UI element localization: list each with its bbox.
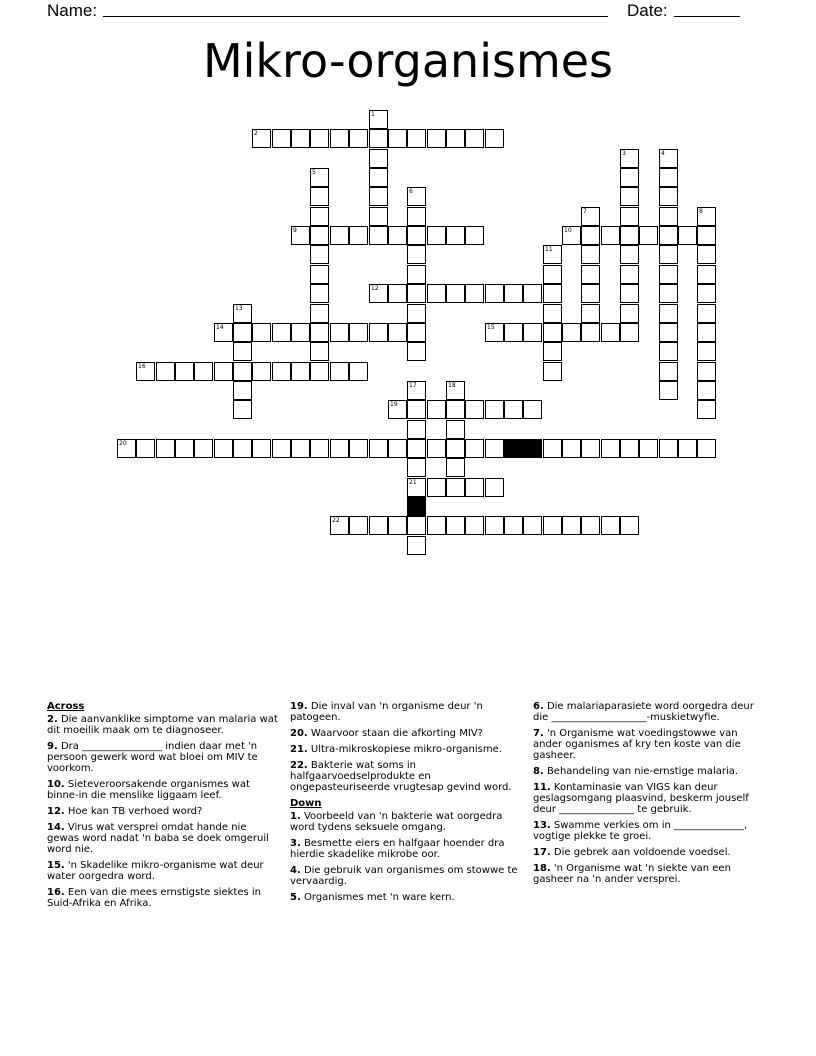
grid-cell[interactable]: [485, 323, 504, 342]
grid-cell[interactable]: [407, 536, 426, 555]
grid-cell[interactable]: [369, 226, 388, 245]
grid-cell[interactable]: [620, 284, 639, 303]
grid-cell[interactable]: [620, 439, 639, 458]
grid-cell[interactable]: [620, 245, 639, 264]
clue: [290, 744, 522, 755]
grid-cell[interactable]: [407, 304, 426, 323]
clue: [290, 838, 522, 860]
grid-cell[interactable]: [369, 187, 388, 206]
clue: [533, 782, 765, 815]
grid-cell[interactable]: [697, 381, 716, 400]
grid-cell[interactable]: [504, 284, 523, 303]
clue: [533, 847, 765, 858]
clue: [290, 865, 522, 887]
grid-cell[interactable]: [601, 226, 620, 245]
grid-cell[interactable]: [485, 516, 504, 535]
grid-cell[interactable]: [369, 149, 388, 168]
grid-cell[interactable]: [369, 207, 388, 226]
grid-cell[interactable]: [369, 516, 388, 535]
grid-cell[interactable]: [330, 516, 349, 535]
grid-cell[interactable]: [349, 323, 368, 342]
grid-cell[interactable]: [446, 439, 465, 458]
grid-cell[interactable]: [252, 323, 271, 342]
grid-cell[interactable]: [369, 323, 388, 342]
grid-cell[interactable]: [620, 304, 639, 323]
clue-number: 2: [254, 130, 258, 137]
grid-cell[interactable]: [581, 207, 600, 226]
clue-number: 17.: [533, 847, 551, 858]
grid-cell[interactable]: [620, 226, 639, 245]
grid-cell[interactable]: [407, 323, 426, 342]
grid-cell[interactable]: [446, 400, 465, 419]
clue-number: 12.: [47, 806, 65, 817]
grid-cell[interactable]: [601, 516, 620, 535]
grid-cell[interactable]: [659, 226, 678, 245]
grid-cell[interactable]: [291, 439, 310, 458]
grid-cell[interactable]: [465, 129, 484, 148]
grid-cell[interactable]: [369, 129, 388, 148]
clue-text: Bakterie wat soms in halfgaarvoedselprodukte en ongepasteuriseerde vrugtesap gevind word.: [290, 760, 512, 793]
down-heading: Down: [290, 798, 322, 809]
clue-number: 19.: [290, 701, 308, 712]
clue-number: 6.: [533, 701, 544, 712]
clue-number: 9: [293, 227, 297, 234]
grid-cell[interactable]: [697, 265, 716, 284]
clue: [47, 714, 279, 736]
grid-cell[interactable]: [620, 149, 639, 168]
clue-text: Die inval van 'n organisme deur 'n patogeen.: [290, 701, 483, 723]
grid-cell[interactable]: [330, 439, 349, 458]
grid-cell[interactable]: [543, 362, 562, 381]
clue-number: 21.: [290, 744, 308, 755]
clue-text: Virus wat versprei omdat hande nie gewas word nadat 'n baba se doek omgeruil word nie.: [47, 822, 269, 855]
grid-cell[interactable]: [369, 439, 388, 458]
grid-cell[interactable]: [310, 168, 329, 187]
grid-cell[interactable]: [581, 323, 600, 342]
clue-text: Sieteveroorsakende organismes wat binne-in die menslike liggaam leef.: [47, 779, 250, 801]
grid-cell[interactable]: [465, 478, 484, 497]
grid-cell[interactable]: [659, 284, 678, 303]
grid-cell[interactable]: [659, 168, 678, 187]
grid-cell[interactable]: [427, 439, 446, 458]
clue-number: 7.: [533, 728, 544, 739]
clue-number: 13: [235, 305, 243, 312]
grid-cell[interactable]: [369, 168, 388, 187]
grid-cell[interactable]: [310, 323, 329, 342]
clue: [290, 892, 522, 903]
grid-cell[interactable]: [581, 245, 600, 264]
grid-cell[interactable]: [156, 362, 175, 381]
grid-cell[interactable]: [620, 168, 639, 187]
grid-cell[interactable]: [562, 439, 581, 458]
clue: [47, 779, 279, 801]
grid-cell[interactable]: [427, 400, 446, 419]
clue: [533, 728, 765, 761]
grid-cell[interactable]: [291, 226, 310, 245]
grid-cell[interactable]: [465, 400, 484, 419]
clue-text: Die aanvanklike simptome van malaria wat dit moeilik maak om te diagnoseer.: [47, 714, 278, 736]
grid-cell[interactable]: [427, 284, 446, 303]
grid-cell[interactable]: [697, 284, 716, 303]
grid-cell[interactable]: [485, 439, 504, 458]
grid-cell[interactable]: [465, 439, 484, 458]
grid-cell[interactable]: [523, 323, 542, 342]
grid-cell[interactable]: [697, 207, 716, 226]
clue-text: Dra ________________ indien daar met 'n persoon gewerk word wat bloei om MIV te voorkom.: [47, 741, 258, 774]
clue-number: 12: [371, 285, 379, 292]
grid-cell[interactable]: [659, 149, 678, 168]
grid-cell[interactable]: [407, 129, 426, 148]
clue-number: 13.: [533, 820, 551, 831]
grid-cell[interactable]: [310, 439, 329, 458]
clue-number: 18: [448, 382, 456, 389]
grid-cell[interactable]: [369, 284, 388, 303]
grid-cell[interactable]: [543, 304, 562, 323]
clue-number: 17: [409, 382, 417, 389]
clue-text: Ultra-mikroskopiese mikro-organisme.: [307, 744, 502, 755]
clue: [533, 701, 765, 723]
date-label: Date:: [627, 1, 668, 20]
clue-number: 8: [699, 208, 703, 215]
grid-cell[interactable]: [330, 226, 349, 245]
grid-cell[interactable]: [697, 245, 716, 264]
grid-cell[interactable]: [523, 516, 542, 535]
clue-number: 3.: [290, 838, 301, 849]
grid-cell[interactable]: [369, 110, 388, 129]
clue: [47, 822, 279, 855]
grid-cell[interactable]: [272, 439, 291, 458]
grid-cell[interactable]: [291, 323, 310, 342]
grid-cell[interactable]: [272, 323, 291, 342]
grid-cell[interactable]: [504, 400, 523, 419]
grid-cell[interactable]: [581, 284, 600, 303]
grid-cell[interactable]: [446, 516, 465, 535]
grid-cell[interactable]: [659, 265, 678, 284]
clue: [290, 760, 522, 793]
grid-cell[interactable]: [252, 439, 271, 458]
grid-cell[interactable]: [136, 439, 155, 458]
clue-number: 16.: [47, 887, 65, 898]
grid-cell[interactable]: [272, 129, 291, 148]
grid-cell[interactable]: [659, 342, 678, 361]
grid-cell[interactable]: [330, 323, 349, 342]
clue: [533, 863, 765, 885]
grid-cell[interactable]: [697, 323, 716, 342]
grid-cell[interactable]: [388, 226, 407, 245]
puzzle-title: Mikro-organismes: [202, 34, 614, 88]
clue-text: Organismes met 'n ware kern.: [300, 892, 455, 903]
grid-cell[interactable]: [620, 265, 639, 284]
clue-text: Hoe kan TB verhoed word?: [64, 806, 203, 817]
grid-cell[interactable]: [601, 323, 620, 342]
clue-text: Swamme verkies om in ______________, vogtige plekke te groei.: [533, 820, 748, 842]
grid-cell[interactable]: [233, 323, 252, 342]
grid-cell[interactable]: [581, 304, 600, 323]
grid-cell[interactable]: [678, 226, 697, 245]
grid-cell[interactable]: [601, 439, 620, 458]
clue-text: Die gebrek aan voldoende voedsel.: [550, 847, 731, 858]
grid-cell[interactable]: [310, 304, 329, 323]
grid-cell[interactable]: [504, 516, 523, 535]
grid-cell[interactable]: [465, 226, 484, 245]
grid-cell[interactable]: [523, 284, 542, 303]
grid-cell[interactable]: [697, 304, 716, 323]
grid-cell[interactable]: [407, 207, 426, 226]
grid-cell[interactable]: [446, 381, 465, 400]
clue: [290, 701, 522, 723]
grid-cell[interactable]: [504, 323, 523, 342]
clue-number: 7: [583, 208, 587, 215]
clue: [47, 806, 279, 817]
grid-cell[interactable]: [427, 478, 446, 497]
clue: [533, 820, 765, 842]
grid-cell[interactable]: [388, 516, 407, 535]
grid-cell[interactable]: [407, 478, 426, 497]
grid-cell[interactable]: [446, 420, 465, 439]
clues-column-1: [47, 701, 279, 914]
grid-cell[interactable]: [407, 400, 426, 419]
grid-cell[interactable]: [697, 439, 716, 458]
grid-cell[interactable]: [310, 362, 329, 381]
clue-number: 4.: [290, 865, 301, 876]
grid-cell[interactable]: [562, 516, 581, 535]
grid-cell[interactable]: [407, 342, 426, 361]
grid-cell[interactable]: [349, 362, 368, 381]
grid-cell[interactable]: [427, 129, 446, 148]
grid-cell[interactable]: [581, 516, 600, 535]
grid-block: [523, 439, 542, 458]
grid-cell[interactable]: [659, 323, 678, 342]
grid-cell[interactable]: [659, 207, 678, 226]
grid-cell[interactable]: [214, 362, 233, 381]
grid-cell[interactable]: [620, 323, 639, 342]
clue-number: 22: [332, 517, 340, 524]
grid-cell[interactable]: [697, 400, 716, 419]
grid-cell[interactable]: [659, 439, 678, 458]
grid-cell[interactable]: [485, 478, 504, 497]
grid-cell[interactable]: [407, 420, 426, 439]
grid-cell[interactable]: [136, 362, 155, 381]
grid-cell[interactable]: [485, 400, 504, 419]
grid-cell[interactable]: [543, 323, 562, 342]
clue-number: 20: [119, 440, 127, 447]
grid-cell[interactable]: [446, 129, 465, 148]
across-heading: Across: [47, 701, 85, 712]
grid-cell[interactable]: [581, 226, 600, 245]
clue-text: Die gebruik van organismes om stowwe te vervaardig.: [290, 865, 518, 887]
grid-cell[interactable]: [310, 129, 329, 148]
grid-cell[interactable]: [349, 439, 368, 458]
clue-text: 'n Organisme wat 'n siekte van een gasheer na 'n ander versprei.: [533, 863, 731, 885]
grid-cell[interactable]: [310, 187, 329, 206]
clue-number: 11: [545, 246, 553, 253]
grid-cell[interactable]: [407, 187, 426, 206]
clue-number: 14.: [47, 822, 65, 833]
grid-cell[interactable]: [407, 381, 426, 400]
grid-cell[interactable]: [310, 284, 329, 303]
grid-cell[interactable]: [407, 265, 426, 284]
grid-cell[interactable]: [659, 381, 678, 400]
clue-number: 19: [390, 401, 398, 408]
grid-cell[interactable]: [233, 362, 252, 381]
clue-number: 10.: [47, 779, 65, 790]
grid-block: [407, 497, 426, 516]
grid-cell[interactable]: [407, 516, 426, 535]
clue-text: 'n Organisme wat voedingstowwe van ander oganismes af kry ten koste van die gasheer.: [533, 728, 741, 761]
grid-cell[interactable]: [407, 439, 426, 458]
clue-text: Besmette eiers en halfgaar hoender dra hierdie skadelike mikrobe oor.: [290, 838, 505, 860]
clue-number: 22.: [290, 760, 308, 771]
grid-cell[interactable]: [272, 362, 291, 381]
grid-cell[interactable]: [156, 439, 175, 458]
clue-text: Een van die mees ernstigste siektes in Suid-Afrika en Afrika.: [47, 887, 261, 909]
grid-cell[interactable]: [252, 129, 271, 148]
clue-number: 5: [312, 169, 316, 176]
clue-text: Behandeling van nie-ernstige malaria.: [543, 766, 739, 777]
grid-cell[interactable]: [620, 187, 639, 206]
grid-cell[interactable]: [659, 187, 678, 206]
grid-cell[interactable]: [117, 439, 136, 458]
clue-number: 10: [564, 227, 572, 234]
clue-text: Die malariaparasiete word oorgedra deur die ___________________-muskietwyfie.: [533, 701, 754, 723]
clue-number: 9.: [47, 741, 58, 752]
grid-cell[interactable]: [543, 439, 562, 458]
clue: [47, 741, 279, 774]
grid-cell[interactable]: [310, 226, 329, 245]
grid-cell[interactable]: [485, 284, 504, 303]
clue-text: Kontaminasie van VIGS kan deur geslagsomgang plaasvind, beskerm jouself deur _______________ te gebruik.: [533, 782, 749, 815]
clue-number: 15.: [47, 860, 65, 871]
clue-text: Waarvoor staan die afkorting MIV?: [307, 728, 483, 739]
grid-cell[interactable]: [388, 129, 407, 148]
grid-cell[interactable]: [214, 323, 233, 342]
grid-cell[interactable]: [523, 400, 542, 419]
grid-cell[interactable]: [310, 265, 329, 284]
grid-cell[interactable]: [543, 245, 562, 264]
grid-cell[interactable]: [407, 284, 426, 303]
clue: [533, 766, 765, 777]
grid-cell[interactable]: [620, 516, 639, 535]
grid-cell[interactable]: [697, 362, 716, 381]
grid-cell[interactable]: [310, 342, 329, 361]
grid-cell[interactable]: [388, 323, 407, 342]
grid-cell[interactable]: [388, 284, 407, 303]
grid-cell[interactable]: [349, 226, 368, 245]
clue-number: 4: [661, 150, 665, 157]
clue-number: 5.: [290, 892, 301, 903]
grid-cell[interactable]: [659, 362, 678, 381]
grid-cell[interactable]: [639, 226, 658, 245]
grid-cell[interactable]: [543, 342, 562, 361]
grid-cell[interactable]: [330, 362, 349, 381]
grid-cell[interactable]: [485, 129, 504, 148]
clue-number: 21: [409, 479, 417, 486]
grid-cell[interactable]: [407, 245, 426, 264]
grid-cell[interactable]: [349, 516, 368, 535]
grid-cell[interactable]: [446, 226, 465, 245]
name-label: Name:: [47, 1, 98, 20]
grid-cell[interactable]: [620, 207, 639, 226]
clue-number: 15: [487, 324, 495, 331]
grid-cell[interactable]: [330, 129, 349, 148]
clue: [290, 811, 522, 833]
grid-cell[interactable]: [678, 439, 697, 458]
grid-cell[interactable]: [233, 439, 252, 458]
grid-cell[interactable]: [291, 129, 310, 148]
grid-cell[interactable]: [407, 458, 426, 477]
grid-cell[interactable]: [659, 245, 678, 264]
clue-number: 14: [216, 324, 224, 331]
clue-number: 1: [371, 111, 375, 118]
clue: [47, 860, 279, 882]
grid-cell[interactable]: [543, 516, 562, 535]
grid-cell[interactable]: [543, 284, 562, 303]
clue-number: 16: [138, 363, 146, 370]
clues-column-2: [290, 701, 522, 908]
clue-number: 2.: [47, 714, 58, 725]
clue-number: 6: [409, 188, 413, 195]
clue-number: 1.: [290, 811, 301, 822]
clue-text: 'n Skadelike mikro-organisme wat deur water oorgedra word.: [47, 860, 264, 882]
grid-cell[interactable]: [310, 245, 329, 264]
grid-block: [504, 439, 523, 458]
grid-cell[interactable]: [175, 439, 194, 458]
grid-cell[interactable]: [659, 304, 678, 323]
grid-cell[interactable]: [214, 439, 233, 458]
grid-cell[interactable]: [388, 439, 407, 458]
clue-number: 8.: [533, 766, 544, 777]
grid-cell[interactable]: [252, 362, 271, 381]
grid-cell[interactable]: [446, 284, 465, 303]
grid-cell[interactable]: [562, 226, 581, 245]
grid-cell[interactable]: [639, 439, 658, 458]
grid-cell[interactable]: [407, 226, 426, 245]
grid-cell[interactable]: [581, 265, 600, 284]
grid-cell[interactable]: [233, 381, 252, 400]
grid-cell[interactable]: [349, 129, 368, 148]
grid-cell[interactable]: [427, 226, 446, 245]
grid-cell[interactable]: [562, 323, 581, 342]
grid-cell[interactable]: [310, 207, 329, 226]
clue-number: 20.: [290, 728, 308, 739]
grid-cell[interactable]: [175, 362, 194, 381]
grid-cell[interactable]: [446, 478, 465, 497]
grid-cell[interactable]: [697, 226, 716, 245]
grid-cell[interactable]: [581, 439, 600, 458]
grid-cell[interactable]: [233, 304, 252, 323]
grid-cell[interactable]: [233, 400, 252, 419]
grid-cell[interactable]: [465, 516, 484, 535]
clue: [290, 728, 522, 739]
grid-cell[interactable]: [465, 284, 484, 303]
clue-number: 3: [622, 150, 626, 157]
grid-cell[interactable]: [427, 516, 446, 535]
grid-cell[interactable]: [543, 265, 562, 284]
clue-number: 18.: [533, 863, 551, 874]
clue: [47, 887, 279, 909]
clue-number: 11.: [533, 782, 551, 793]
grid-cell[interactable]: [388, 400, 407, 419]
grid-cell[interactable]: [194, 439, 213, 458]
grid-cell[interactable]: [446, 458, 465, 477]
grid-cell[interactable]: [697, 342, 716, 361]
grid-cell[interactable]: [233, 342, 252, 361]
clue-text: Voorbeeld van 'n bakterie wat oorgedra word tydens seksuele omgang.: [290, 811, 503, 833]
grid-cell[interactable]: [291, 362, 310, 381]
clues-column-3: [533, 701, 765, 890]
grid-cell[interactable]: [194, 362, 213, 381]
